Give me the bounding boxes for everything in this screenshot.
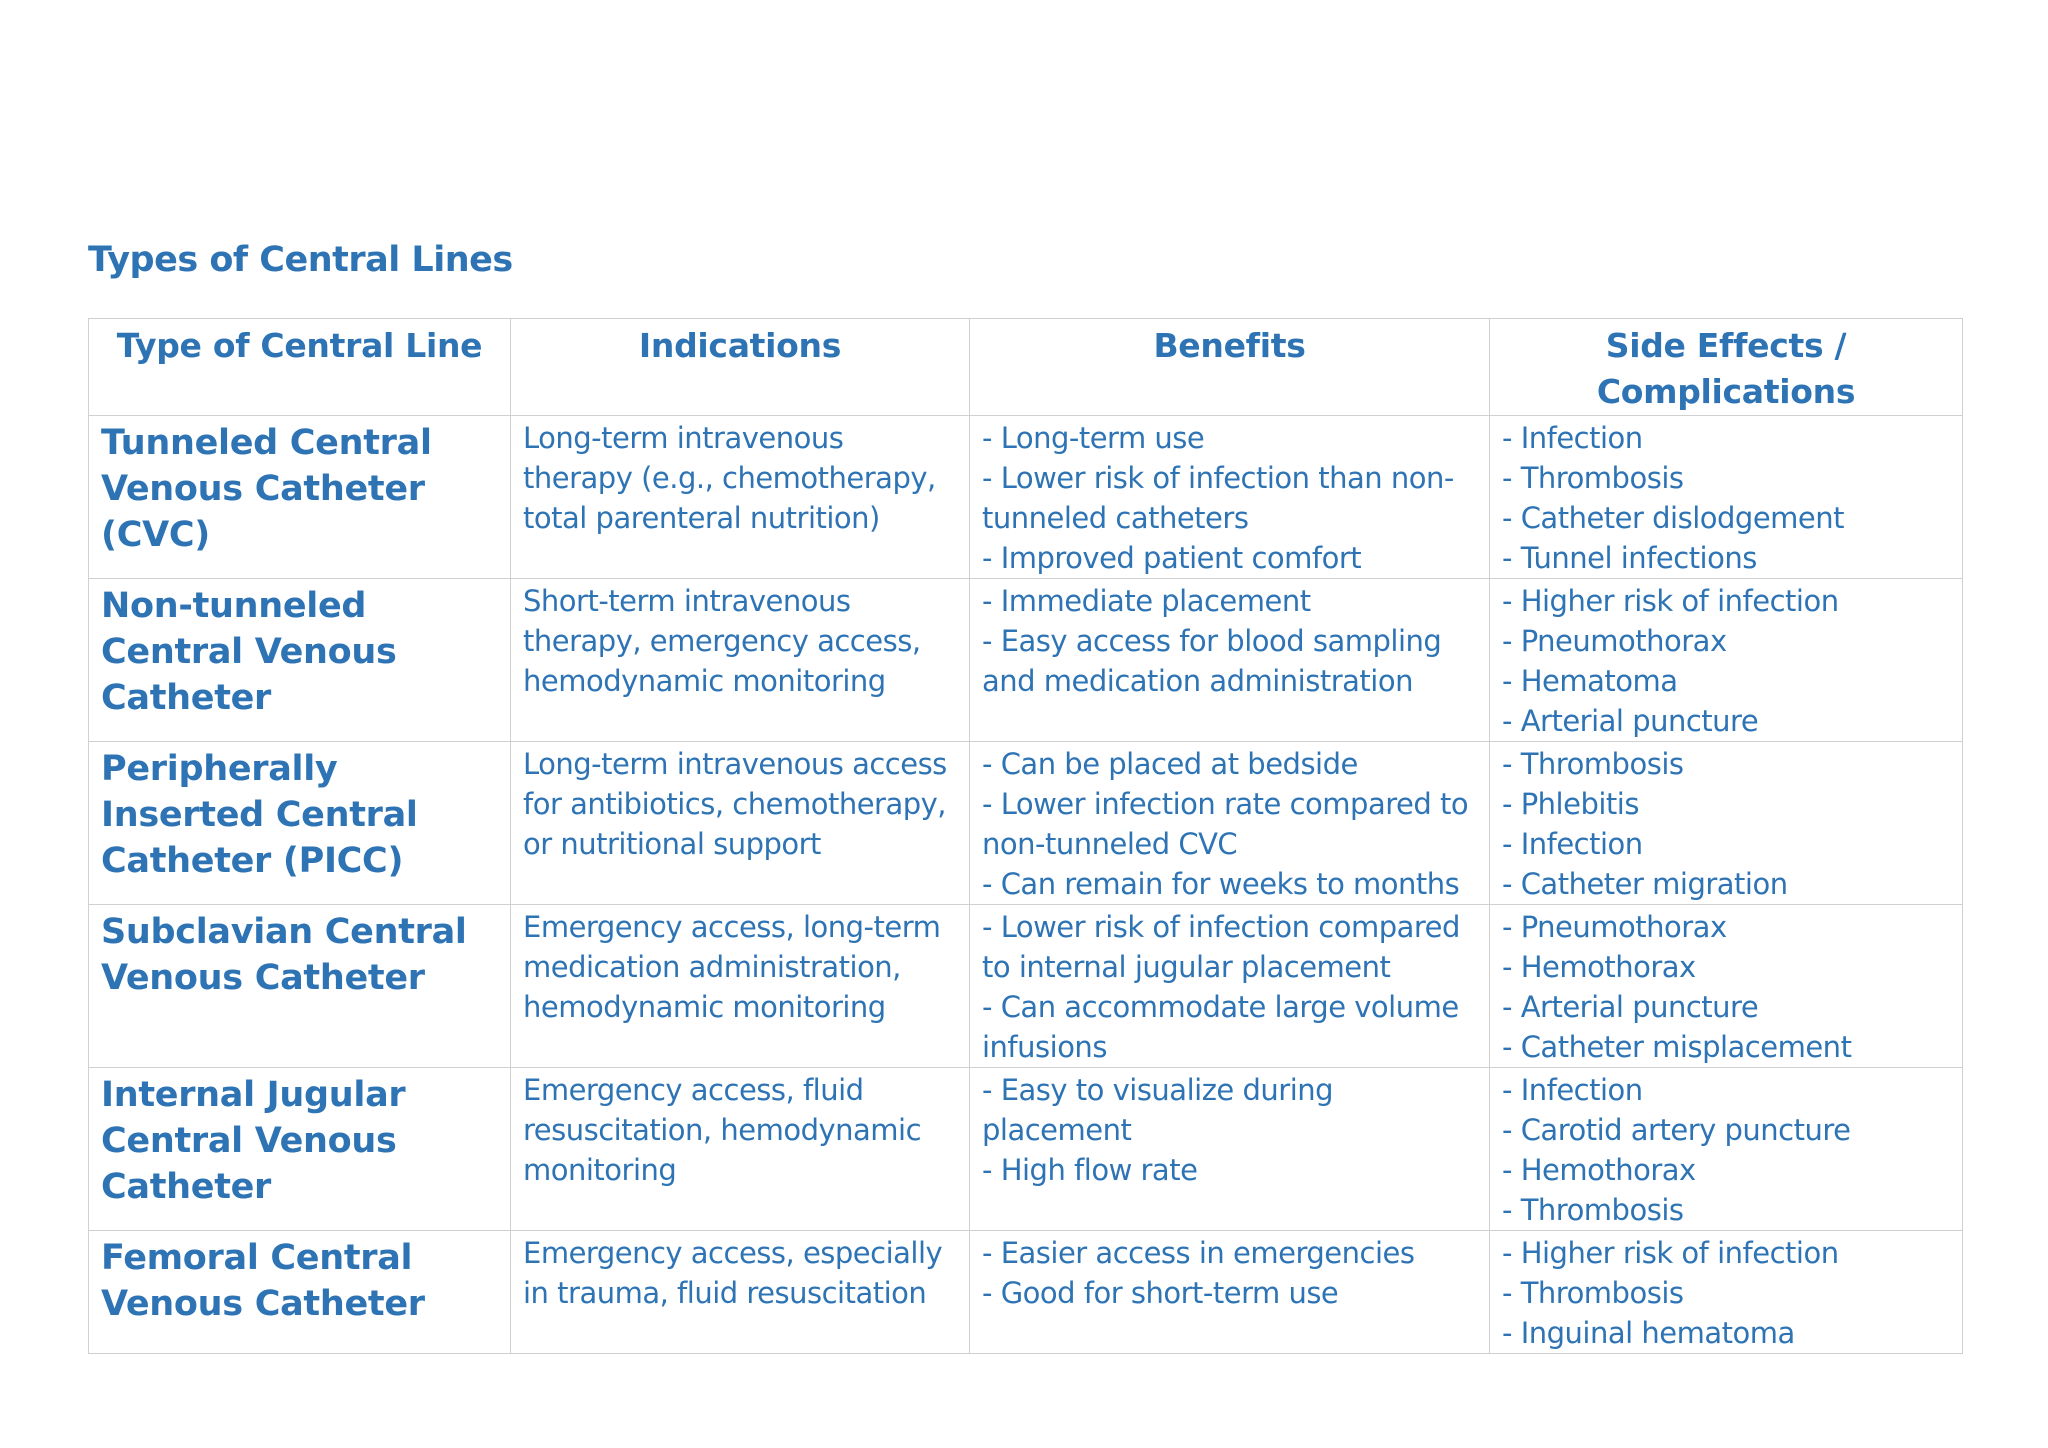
complication-item: - Thrombosis [1502,458,1950,498]
type-cell: Internal Jugular Central Venous Catheter [89,1068,511,1231]
complications-cell [1490,416,1963,579]
benefit-item: - High flow rate [982,1150,1477,1190]
table-row [89,579,1963,742]
complication-item: - Higher risk of infection [1502,581,1950,621]
benefits-cell [970,579,1490,742]
complication-item: - Hemothorax [1502,947,1950,987]
benefit-item: - Long-term use [982,418,1477,458]
benefit-item: - Lower infection rate compared to non-tunneled CVC [982,784,1477,864]
benefit-item: - Can remain for weeks to months [982,864,1477,904]
benefit-item: - Easy to visualize during placement [982,1070,1477,1150]
table-row [89,1068,1963,1231]
benefits-cell [970,1231,1490,1354]
complication-item: - Thrombosis [1502,1190,1950,1230]
complication-item: - Thrombosis [1502,1273,1950,1313]
complication-item: - Hematoma [1502,661,1950,701]
indications-cell: Emergency access, especially in trauma, fluid resuscitation [511,1231,970,1354]
complication-item: - Infection [1502,1070,1950,1110]
complication-item: - Higher risk of infection [1502,1233,1950,1273]
table-row [89,416,1963,579]
type-cell: Peripherally Inserted Central Catheter (PICC) [89,742,511,905]
complication-item: - Catheter misplacement [1502,1027,1950,1067]
header-type: Type of Central Line [89,319,511,416]
complication-item: - Hemothorax [1502,1150,1950,1190]
table-row [89,905,1963,1068]
indications-cell: Emergency access, long-term medication administration, hemodynamic monitoring [511,905,970,1068]
table-row [89,1231,1963,1354]
benefits-cell [970,1068,1490,1231]
benefit-item: - Immediate placement [982,581,1477,621]
complications-cell [1490,1231,1963,1354]
benefit-item: - Easier access in emergencies [982,1233,1477,1273]
header-indications: Indications [511,319,970,416]
type-cell: Non-tunneled Central Venous Catheter [89,579,511,742]
table-header-row [89,319,1963,416]
benefit-item: - Improved patient comfort [982,538,1477,578]
complication-item: - Catheter dislodgement [1502,498,1950,538]
complication-item: - Arterial puncture [1502,701,1950,741]
complication-item: - Phlebitis [1502,784,1950,824]
benefits-cell [970,905,1490,1068]
complication-item: - Pneumothorax [1502,621,1950,661]
complications-cell [1490,1068,1963,1231]
complication-item: - Pneumothorax [1502,907,1950,947]
indications-cell: Short-term intravenous therapy, emergency access, hemodynamic monitoring [511,579,970,742]
complication-item: - Infection [1502,824,1950,864]
header-benefits: Benefits [970,319,1490,416]
benefit-item: - Can accommodate large volume infusions [982,987,1477,1067]
type-cell: Tunneled Central Venous Catheter (CVC) [89,416,511,579]
type-cell: Femoral Central Venous Catheter [89,1231,511,1354]
complication-item: - Arterial puncture [1502,987,1950,1027]
central-lines-table [88,318,1963,1354]
indications-cell: Emergency access, fluid resuscitation, hemodynamic monitoring [511,1068,970,1231]
complication-item: - Catheter migration [1502,864,1950,904]
complication-item: - Tunnel infections [1502,538,1950,578]
benefits-cell [970,416,1490,579]
complication-item: - Infection [1502,418,1950,458]
indications-cell: Long-term intravenous access for antibiotics, chemotherapy, or nutritional support [511,742,970,905]
indications-cell: Long-term intravenous therapy (e.g., chemotherapy, total parenteral nutrition) [511,416,970,579]
complications-cell [1490,579,1963,742]
benefit-item: - Lower risk of infection compared to internal jugular placement [982,907,1477,987]
header-complications: Side Effects / Complications [1490,319,1963,416]
complication-item: - Carotid artery puncture [1502,1110,1950,1150]
complications-cell [1490,905,1963,1068]
complication-item: - Inguinal hematoma [1502,1313,1950,1353]
type-cell: Subclavian Central Venous Catheter [89,905,511,1068]
benefit-item: - Easy access for blood sampling and medication administration [982,621,1477,701]
page-title: Types of Central Lines [88,240,513,280]
table-row [89,742,1963,905]
complication-item: - Thrombosis [1502,744,1950,784]
benefit-item: - Good for short-term use [982,1273,1477,1313]
benefit-item: - Can be placed at bedside [982,744,1477,784]
complications-cell [1490,742,1963,905]
benefit-item: - Lower risk of infection than non-tunneled catheters [982,458,1477,538]
benefits-cell [970,742,1490,905]
